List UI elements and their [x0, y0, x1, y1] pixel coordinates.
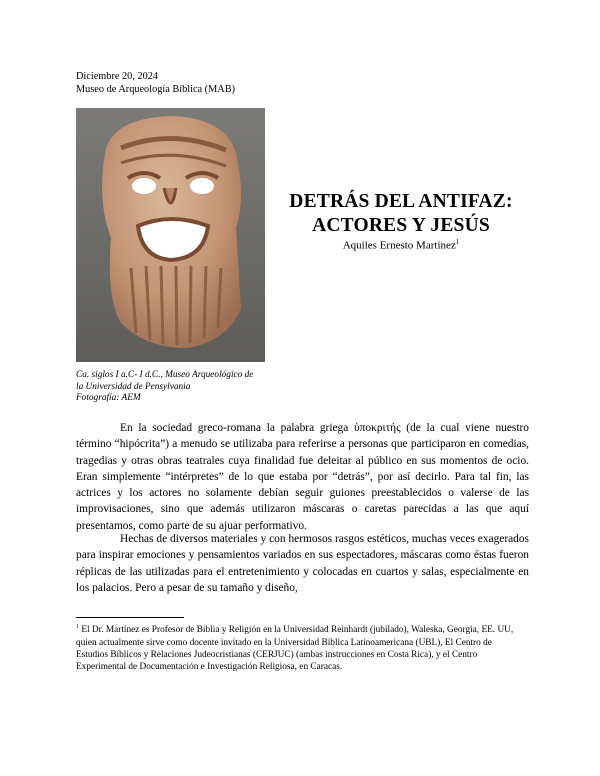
footnote-text: El Dr. Martínez es Profesor de Biblia y Religión en la Universidad Reinhardt (jubilado), Waleska, Georgia, EE. UU, quien actualmente sirve como docente invitado en la Universidad Bíblica Latinoamericana (UBL), El Centro de Estudios Bíblicos y Relaciones Judeocristianas (CERJUC) (ambas instrucciones en Costa Rica), y el Centro Experimental de Documentación e Investigación Religiosa, en Caracas.	[76, 625, 514, 673]
title-line-1: DETRÁS DEL ANTIFAZ:	[289, 191, 513, 212]
footnote	[76, 621, 526, 674]
caption-credit: Fotografía: AEM	[76, 393, 141, 403]
author-name: Aquiles Ernesto Martínez	[342, 239, 456, 252]
footnote-reference[interactable]: 1	[455, 238, 460, 246]
title-line-2: ACTORES Y JESÚS	[312, 215, 490, 236]
caption-line: Ca. siglos I a.C- I d.C., Museo Arqueológico de	[76, 370, 254, 380]
theatre-mask-image	[76, 108, 265, 362]
body-paragraph-2: Hechas de diversos materiales y con hermosos rasgos estéticos, muchas veces exagerados para inspirar emociones y pensamientos variados en sus espectadores, máscaras como éstas fueron réplicas de las utilizadas para el entretenimiento y colocadas en cuartos y salas, especialmente en los palacios. Pero a pesar de su tamaño y diseño,	[76, 533, 529, 594]
footnote-divider	[76, 617, 184, 618]
photo-caption	[76, 370, 276, 405]
document-date: Diciembre 20, 2024	[76, 71, 159, 82]
article-title	[276, 190, 526, 238]
caption-line: la Universidad de Pensylvania	[76, 381, 191, 392]
document-header	[76, 70, 235, 96]
author-line	[276, 238, 526, 252]
body-paragraph-1: En la sociedad greco-romana la palabra griega ὑποκριτής (de la cual viene nuestro término “hipócrita”) a menudo se utilizaba para referirse a personas que participaron en comedias, tragedias y otras obras teatrales cuya finalidad fue deleitar al público en sus momentos de ocio. Eran simplemente “intérpretes” de lo que estaba por “detrás”, por así decirlo. Para tal fin, las actrices y los actores no solamente debían seguir guiones preestablecidos o valerse de las improvisaciones, sino que además utilizaron máscaras o caretas parecidas a las que aquí presentamos, como parte de su ajuar performativo.	[76, 422, 529, 532]
museum-name: Museo de Arqueología Bíblica (MAB)	[76, 84, 236, 95]
mask-photo	[76, 108, 265, 362]
footnote-mark: 1	[76, 624, 79, 630]
